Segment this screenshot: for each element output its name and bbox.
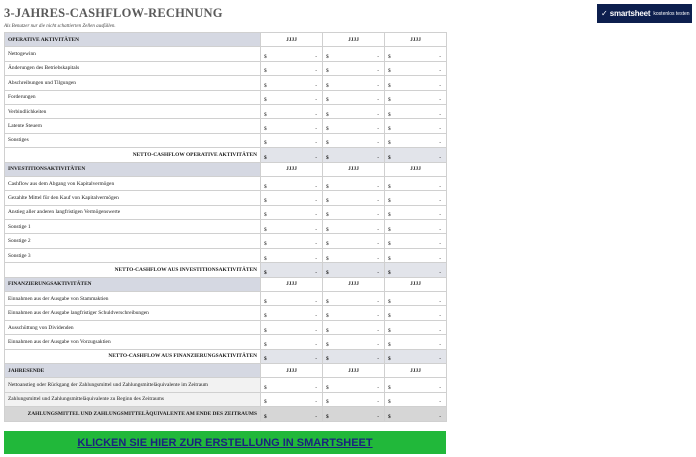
currency-symbol: $ [264, 111, 267, 118]
amount-value: - [315, 385, 317, 392]
currency-symbol: $ [326, 54, 329, 61]
amount-value: - [315, 255, 317, 262]
amount-cell-2[interactable] [323, 234, 385, 248]
currency-symbol: $ [388, 54, 391, 61]
year-header-3[interactable]: JJJJ [385, 162, 447, 176]
amount-cell-3[interactable] [385, 292, 447, 306]
row-label: Einnahmen aus der Ausgabe langfristiger Schuldverschreibungen [5, 306, 261, 320]
currency-symbol: $ [326, 126, 329, 133]
create-in-smartsheet-button[interactable] [4, 431, 446, 454]
currency-symbol: $ [264, 97, 267, 104]
amount-cell-3[interactable] [385, 205, 447, 219]
section-total-label: NETTO-CASHFLOW AUS INVESTITIONSAKTIVITÄTEN [5, 263, 261, 277]
section-header-row [5, 363, 447, 377]
amount-value: - [439, 68, 441, 75]
amount-cell-2[interactable] [323, 47, 385, 61]
row-label: Anstieg aller anderen langfristigen Vermögenswerte [5, 205, 261, 219]
amount-cell-1[interactable] [261, 205, 323, 219]
final-cell-2[interactable] [323, 407, 385, 421]
amount-cell-2[interactable] [323, 248, 385, 262]
amount-value: - [377, 241, 379, 248]
amount-value: - [439, 111, 441, 118]
amount-value: - [315, 183, 317, 190]
row-label: Gezahlte Mittel für den Kauf von Kapitalvermögen [5, 191, 261, 205]
currency-symbol: $ [264, 341, 267, 348]
currency-symbol: $ [326, 241, 329, 248]
amount-cell-1[interactable] [261, 292, 323, 306]
row-label: Verbindlichkeiten [5, 104, 261, 118]
year-header-3[interactable]: JJJJ [385, 277, 447, 291]
table-row [5, 191, 447, 205]
currency-symbol: $ [326, 413, 329, 420]
year-header-3[interactable]: JJJJ [385, 33, 447, 47]
currency-symbol: $ [264, 241, 267, 248]
currency-symbol: $ [326, 154, 329, 161]
currency-symbol: $ [264, 82, 267, 89]
amount-value: - [377, 154, 379, 161]
amount-cell-2[interactable] [323, 292, 385, 306]
table-row [5, 205, 447, 219]
currency-symbol: $ [388, 399, 391, 406]
currency-symbol: $ [326, 212, 329, 219]
amount-value: - [315, 97, 317, 104]
section-header-row [5, 33, 447, 47]
amount-value: - [439, 341, 441, 348]
section-header: FINANZIERUNGSAKTIVITÄTEN [5, 277, 261, 291]
row-label: Ausschüttung von Dividenden [5, 320, 261, 334]
amount-value: - [377, 212, 379, 219]
amount-cell-3[interactable] [385, 335, 447, 349]
currency-symbol: $ [326, 140, 329, 147]
amount-value: - [315, 313, 317, 320]
currency-symbol: $ [264, 197, 267, 204]
row-label: Zahlungsmittel und Zahlungsmitteläquivalente zu Beginn des Zeitraums [5, 392, 261, 406]
row-label: Forderungen [5, 90, 261, 104]
amount-value: - [439, 269, 441, 276]
row-label: Abschreibungen und Tilgungen [5, 76, 261, 90]
amount-value: - [315, 226, 317, 233]
total-cell-1[interactable] [261, 263, 323, 277]
amount-value: - [439, 399, 441, 406]
currency-symbol: $ [326, 97, 329, 104]
total-cell-3[interactable] [385, 349, 447, 363]
currency-symbol: $ [388, 140, 391, 147]
row-label: Einnahmen aus der Ausgabe von Stammaktien [5, 292, 261, 306]
amount-value: - [439, 154, 441, 161]
amount-value: - [315, 356, 317, 363]
amount-value: - [377, 183, 379, 190]
table-row [5, 392, 447, 406]
amount-value: - [439, 126, 441, 133]
currency-symbol: $ [326, 226, 329, 233]
amount-value: - [377, 97, 379, 104]
amount-value: - [439, 327, 441, 334]
amount-cell-3[interactable] [385, 104, 447, 118]
amount-cell-2[interactable] [323, 205, 385, 219]
amount-value: - [439, 298, 441, 305]
section-header-row [5, 277, 447, 291]
amount-cell-2[interactable] [323, 104, 385, 118]
row-label: Nettogewinn [5, 47, 261, 61]
amount-cell-2[interactable] [323, 119, 385, 133]
amount-value: - [377, 140, 379, 147]
amount-cell-1[interactable] [261, 234, 323, 248]
amount-cell-3[interactable] [385, 248, 447, 262]
year-header-2[interactable]: JJJJ [323, 33, 385, 47]
currency-symbol: $ [264, 269, 267, 276]
amount-value: - [439, 385, 441, 392]
amount-cell-1[interactable] [261, 220, 323, 234]
amount-value: - [377, 399, 379, 406]
currency-symbol: $ [388, 126, 391, 133]
amount-value: - [377, 385, 379, 392]
row-label: Latente Steuern [5, 119, 261, 133]
amount-cell-3[interactable] [385, 133, 447, 147]
row-label: Cashflow aus dem Abgang von Kapitalvermögen [5, 176, 261, 190]
total-cell-3[interactable] [385, 148, 447, 162]
table-row [5, 119, 447, 133]
amount-cell-1[interactable] [261, 76, 323, 90]
amount-value: - [377, 197, 379, 204]
amount-value: - [377, 111, 379, 118]
amount-value: - [377, 226, 379, 233]
row-label: Sonstige 1 [5, 220, 261, 234]
amount-value: - [377, 413, 379, 420]
amount-cell-1[interactable] [261, 378, 323, 392]
amount-cell-3[interactable] [385, 176, 447, 190]
instructions-note: Als Benutzer nur die nicht schattierten Zellen ausfüllen. [4, 24, 116, 29]
year-header-2[interactable]: JJJJ [323, 162, 385, 176]
row-label: Einnahmen aus der Ausgabe von Vorzugsaktien [5, 335, 261, 349]
currency-symbol: $ [264, 140, 267, 147]
currency-symbol: $ [326, 183, 329, 190]
currency-symbol: $ [264, 54, 267, 61]
section-header: JAHRESENDE [5, 363, 261, 377]
amount-value: - [315, 241, 317, 248]
amount-cell-2[interactable] [323, 90, 385, 104]
amount-cell-2[interactable] [323, 176, 385, 190]
row-label: Sonstiges [5, 133, 261, 147]
amount-value: - [315, 269, 317, 276]
currency-symbol: $ [388, 413, 391, 420]
table-row [5, 61, 447, 75]
table-row [5, 47, 447, 61]
amount-cell-1[interactable] [261, 335, 323, 349]
amount-value: - [315, 298, 317, 305]
year-header-3[interactable]: JJJJ [385, 363, 447, 377]
amount-cell-3[interactable] [385, 119, 447, 133]
amount-cell-2[interactable] [323, 133, 385, 147]
currency-symbol: $ [388, 313, 391, 320]
section-total-row [5, 349, 447, 363]
table-row [5, 76, 447, 90]
year-header-1[interactable]: JJJJ [261, 277, 323, 291]
amount-cell-2[interactable] [323, 306, 385, 320]
amount-value: - [439, 140, 441, 147]
total-cell-2[interactable] [323, 263, 385, 277]
amount-value: - [439, 255, 441, 262]
currency-symbol: $ [326, 356, 329, 363]
currency-symbol: $ [388, 255, 391, 262]
table-row [5, 320, 447, 334]
amount-value: - [439, 226, 441, 233]
amount-value: - [315, 68, 317, 75]
amount-value: - [377, 68, 379, 75]
amount-cell-2[interactable] [323, 335, 385, 349]
section-header-row [5, 162, 447, 176]
currency-symbol: $ [388, 154, 391, 161]
amount-cell-3[interactable] [385, 306, 447, 320]
currency-symbol: $ [264, 212, 267, 219]
currency-symbol: $ [264, 183, 267, 190]
section-header: OPERATIVE AKTIVITÄTEN [5, 33, 261, 47]
currency-symbol: $ [388, 356, 391, 363]
smartsheet-logo[interactable] [597, 4, 692, 23]
amount-value: - [439, 241, 441, 248]
currency-symbol: $ [264, 399, 267, 406]
currency-symbol: $ [326, 327, 329, 334]
amount-cell-3[interactable] [385, 392, 447, 406]
year-header-2[interactable]: JJJJ [323, 363, 385, 377]
amount-value: - [439, 82, 441, 89]
currency-symbol: $ [388, 226, 391, 233]
amount-cell-1[interactable] [261, 320, 323, 334]
amount-value: - [315, 54, 317, 61]
currency-symbol: $ [326, 68, 329, 75]
currency-symbol: $ [264, 313, 267, 320]
table-row [5, 220, 447, 234]
amount-value: - [377, 327, 379, 334]
currency-symbol: $ [264, 356, 267, 363]
table-row [5, 104, 447, 118]
amount-cell-3[interactable] [385, 234, 447, 248]
amount-value: - [377, 313, 379, 320]
currency-symbol: $ [326, 385, 329, 392]
amount-cell-2[interactable] [323, 320, 385, 334]
amount-value: - [377, 54, 379, 61]
currency-symbol: $ [264, 327, 267, 334]
amount-cell-1[interactable] [261, 119, 323, 133]
amount-value: - [439, 197, 441, 204]
currency-symbol: $ [388, 341, 391, 348]
currency-symbol: $ [326, 255, 329, 262]
amount-cell-2[interactable] [323, 220, 385, 234]
amount-value: - [315, 82, 317, 89]
currency-symbol: $ [326, 341, 329, 348]
amount-value: - [315, 154, 317, 161]
amount-cell-1[interactable] [261, 392, 323, 406]
table-row [5, 378, 447, 392]
table-row [5, 133, 447, 147]
currency-symbol: $ [388, 68, 391, 75]
section-total-row [5, 148, 447, 162]
amount-value: - [377, 126, 379, 133]
table-row [5, 234, 447, 248]
total-cell-3[interactable] [385, 263, 447, 277]
amount-value: - [315, 413, 317, 420]
amount-value: - [315, 140, 317, 147]
amount-cell-1[interactable] [261, 248, 323, 262]
section-total-label: NETTO-CASHFLOW OPERATIVE AKTIVITÄTEN [5, 148, 261, 162]
amount-cell-1[interactable] [261, 176, 323, 190]
page-title: 3-JAHRES-CASHFLOW-RECHNUNG [4, 6, 223, 20]
currency-symbol: $ [264, 385, 267, 392]
amount-value: - [315, 212, 317, 219]
year-header-1[interactable]: JJJJ [261, 162, 323, 176]
amount-value: - [377, 298, 379, 305]
section-total-label: NETTO-CASHFLOW AUS FINANZIERUNGSAKTIVITÄTEN [5, 349, 261, 363]
year-header-1[interactable]: JJJJ [261, 363, 323, 377]
amount-value: - [377, 356, 379, 363]
section-header: INVESTITIONSAKTIVITÄTEN [5, 162, 261, 176]
amount-value: - [315, 126, 317, 133]
amount-cell-1[interactable] [261, 47, 323, 61]
currency-symbol: $ [264, 126, 267, 133]
cta-label[interactable]: KLICKEN SIE HIER ZUR ERSTELLUNG IN SMARTSHEET [77, 436, 373, 449]
amount-cell-1[interactable] [261, 61, 323, 75]
logo-tagline: kostenlos testen [653, 10, 690, 17]
total-cell-2[interactable] [323, 349, 385, 363]
amount-cell-3[interactable] [385, 378, 447, 392]
currency-symbol: $ [326, 82, 329, 89]
amount-value: - [439, 97, 441, 104]
amount-cell-3[interactable] [385, 320, 447, 334]
currency-symbol: $ [326, 298, 329, 305]
section-total-row [5, 263, 447, 277]
amount-value: - [377, 255, 379, 262]
final-total-row [5, 407, 447, 421]
currency-symbol: $ [388, 298, 391, 305]
amount-value: - [439, 183, 441, 190]
amount-cell-2[interactable] [323, 191, 385, 205]
currency-symbol: $ [326, 197, 329, 204]
amount-cell-1[interactable] [261, 191, 323, 205]
cashflow-table [4, 32, 447, 422]
amount-value: - [439, 313, 441, 320]
currency-symbol: $ [264, 298, 267, 305]
amount-cell-3[interactable] [385, 191, 447, 205]
row-label: Änderungen des Betriebskapitals [5, 61, 261, 75]
currency-symbol: $ [326, 313, 329, 320]
amount-value: - [315, 111, 317, 118]
currency-symbol: $ [388, 111, 391, 118]
amount-cell-3[interactable] [385, 76, 447, 90]
currency-symbol: $ [264, 68, 267, 75]
currency-symbol: $ [264, 154, 267, 161]
row-label: Sonstige 2 [5, 234, 261, 248]
year-header-2[interactable]: JJJJ [323, 277, 385, 291]
amount-cell-1[interactable] [261, 133, 323, 147]
currency-symbol: $ [388, 212, 391, 219]
amount-value: - [439, 356, 441, 363]
currency-symbol: $ [388, 327, 391, 334]
total-cell-1[interactable] [261, 148, 323, 162]
amount-value: - [315, 327, 317, 334]
amount-cell-3[interactable] [385, 220, 447, 234]
final-cell-3[interactable] [385, 407, 447, 421]
amount-cell-1[interactable] [261, 104, 323, 118]
amount-cell-1[interactable] [261, 306, 323, 320]
amount-value: - [377, 269, 379, 276]
amount-value: - [439, 54, 441, 61]
currency-symbol: $ [326, 269, 329, 276]
table-row [5, 176, 447, 190]
currency-symbol: $ [388, 269, 391, 276]
currency-symbol: $ [326, 399, 329, 406]
row-label: Sonstige 3 [5, 248, 261, 262]
table-row [5, 306, 447, 320]
amount-value: - [315, 399, 317, 406]
currency-symbol: $ [388, 241, 391, 248]
amount-value: - [377, 341, 379, 348]
currency-symbol: $ [388, 385, 391, 392]
total-cell-2[interactable] [323, 148, 385, 162]
currency-symbol: $ [264, 226, 267, 233]
final-cell-1[interactable] [261, 407, 323, 421]
row-label: Nettoanstieg oder Rückgang der Zahlungsmittel und Zahlungsmitteläquivalente im Zeitraum [5, 378, 261, 392]
amount-value: - [315, 341, 317, 348]
currency-symbol: $ [264, 255, 267, 262]
amount-value: - [377, 82, 379, 89]
amount-cell-2[interactable] [323, 76, 385, 90]
currency-symbol: $ [388, 97, 391, 104]
currency-symbol: $ [388, 82, 391, 89]
table-row [5, 292, 447, 306]
total-cell-1[interactable] [261, 349, 323, 363]
currency-symbol: $ [388, 197, 391, 204]
checkmark-icon: ✓ [601, 9, 608, 18]
amount-value: - [315, 197, 317, 204]
currency-symbol: $ [388, 183, 391, 190]
amount-cell-2[interactable] [323, 392, 385, 406]
amount-cell-1[interactable] [261, 90, 323, 104]
year-header-1[interactable]: JJJJ [261, 33, 323, 47]
logo-name: smartsheet [609, 9, 651, 18]
amount-cell-3[interactable] [385, 90, 447, 104]
amount-cell-3[interactable] [385, 61, 447, 75]
table-row [5, 335, 447, 349]
amount-cell-2[interactable] [323, 61, 385, 75]
table-row [5, 90, 447, 104]
amount-cell-3[interactable] [385, 47, 447, 61]
final-total-label: ZAHLUNGSMITTEL UND ZAHLUNGSMITTELÄQUIVALENTE AM ENDE DES ZEITRAUMS [5, 407, 261, 421]
amount-cell-2[interactable] [323, 378, 385, 392]
currency-symbol: $ [264, 413, 267, 420]
currency-symbol: $ [326, 111, 329, 118]
amount-value: - [439, 212, 441, 219]
amount-value: - [439, 413, 441, 420]
table-row [5, 248, 447, 262]
